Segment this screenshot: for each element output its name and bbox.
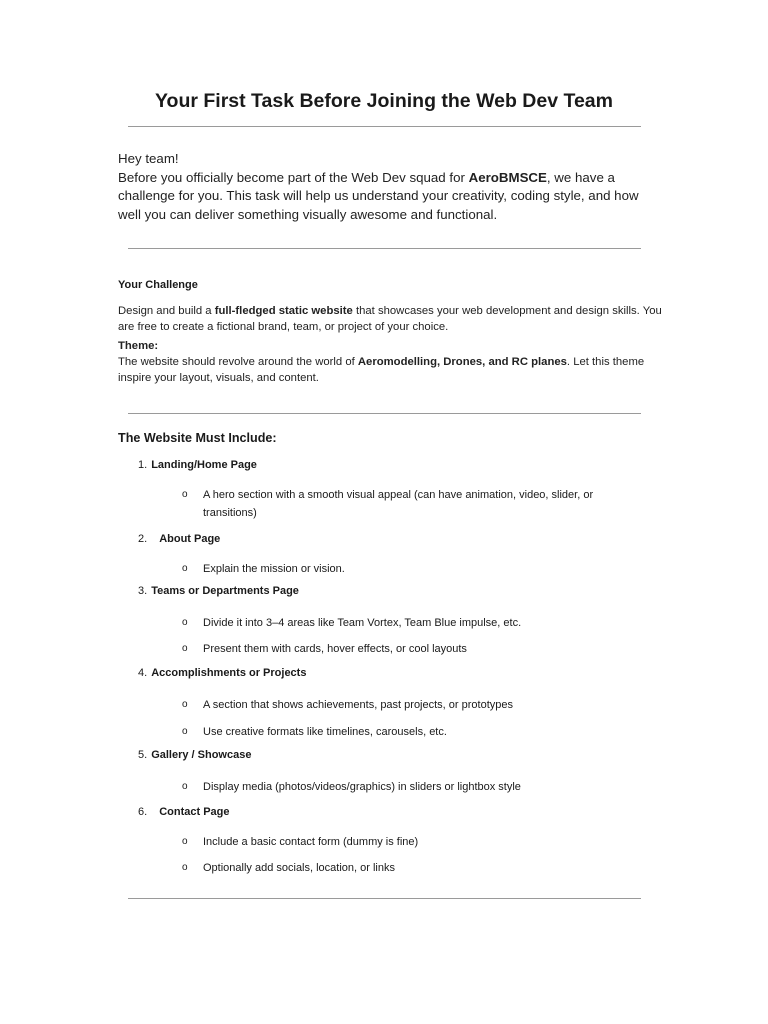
hollow-bullet-icon: o — [182, 726, 188, 737]
hollow-bullet-icon: o — [182, 699, 188, 710]
requirement-bullet — [182, 778, 642, 796]
bullet-text: Optionally add socials, location, or links — [203, 862, 395, 874]
hollow-bullet-icon: o — [182, 862, 188, 873]
requirement-label: About Page — [159, 533, 221, 545]
requirement-bullet — [182, 486, 642, 522]
challenge-bold: full-fledged static website — [214, 305, 353, 317]
theme-text-end: . Let this theme inspire your layout, visuals, and content. — [118, 356, 645, 384]
divider-4 — [128, 898, 641, 899]
theme-heading: Theme: — [118, 340, 159, 352]
requirement-bullet — [182, 696, 642, 714]
requirement-item — [138, 533, 220, 545]
org-name: AeroBMSCE — [468, 169, 547, 185]
greeting: Hey team! — [118, 151, 179, 166]
hollow-bullet-icon: o — [182, 617, 188, 628]
requirement-number: 5. — [138, 749, 148, 761]
requirement-label: Landing/Home Page — [151, 459, 257, 471]
bullet-text: A section that shows achievements, past projects, or prototypes — [203, 699, 513, 711]
hollow-bullet-icon: o — [182, 836, 188, 847]
challenge-text-end: that showcases your web development and design skills. You are free to create a fictional brand, team, or project of your choice. — [118, 305, 662, 333]
bullet-text: Display media (photos/videos/graphics) in sliders or lightbox style — [203, 781, 521, 793]
requirement-item — [138, 749, 251, 761]
intro-text-end: , we have a challenge for you. This task will help us understand your creativity, coding style, and how well you can deliver something visually awesome and functional. — [118, 169, 639, 222]
intro-paragraph — [118, 169, 658, 225]
hollow-bullet-icon: o — [182, 563, 188, 574]
requirement-item — [138, 585, 299, 597]
bullet-text: Divide it into 3–4 areas like Team Vortex, Team Blue impulse, etc. — [203, 617, 522, 629]
requirement-number: 3. — [138, 585, 148, 597]
requirement-label: Gallery / Showcase — [151, 749, 252, 761]
requirement-item — [138, 806, 229, 818]
hollow-bullet-icon: o — [182, 643, 188, 654]
requirement-number: 2. — [138, 533, 148, 545]
divider-3 — [128, 413, 641, 414]
bullet-text: Explain the mission or vision. — [203, 563, 345, 575]
requirement-number: 4. — [138, 667, 148, 679]
divider-1 — [128, 126, 641, 127]
theme-paragraph — [118, 354, 663, 386]
challenge-text-start: Design and build a — [118, 305, 215, 317]
bullet-text: Include a basic contact form (dummy is fine) — [203, 836, 419, 848]
requirement-item — [138, 667, 306, 679]
intro-text-start: Before you officially become part of the Web Dev squad for — [118, 169, 469, 185]
document-title: Your First Task Before Joining the Web Dev Team — [155, 90, 613, 112]
intro-section — [118, 150, 658, 224]
requirement-bullet — [182, 640, 642, 658]
requirements-heading: The Website Must Include: — [118, 431, 277, 445]
requirement-bullet — [182, 614, 642, 632]
challenge-heading: Your Challenge — [118, 279, 198, 291]
requirement-label: Teams or Departments Page — [151, 585, 299, 597]
divider-2 — [128, 248, 641, 249]
hollow-bullet-icon: o — [182, 781, 188, 792]
requirement-label: Accomplishments or Projects — [151, 667, 307, 679]
requirement-item — [138, 459, 257, 471]
theme-text-start: The website should revolve around the world of — [118, 356, 358, 368]
hollow-bullet-icon: o — [182, 489, 188, 500]
requirement-number: 1. — [138, 459, 148, 471]
requirement-bullet — [182, 723, 642, 741]
theme-bold: Aeromodelling, Drones, and RC planes — [357, 356, 567, 368]
challenge-paragraph — [118, 303, 663, 386]
requirement-label: Contact Page — [159, 806, 230, 818]
bullet-text: A hero section with a smooth visual appeal (can have animation, video, slider, or transitions) — [203, 489, 594, 519]
requirement-bullet — [182, 859, 642, 877]
requirement-bullet — [182, 560, 642, 578]
bullet-text: Use creative formats like timelines, carousels, etc. — [203, 726, 447, 738]
requirement-bullet — [182, 833, 642, 851]
requirement-number: 6. — [138, 806, 148, 818]
bullet-text: Present them with cards, hover effects, or cool layouts — [203, 643, 467, 655]
